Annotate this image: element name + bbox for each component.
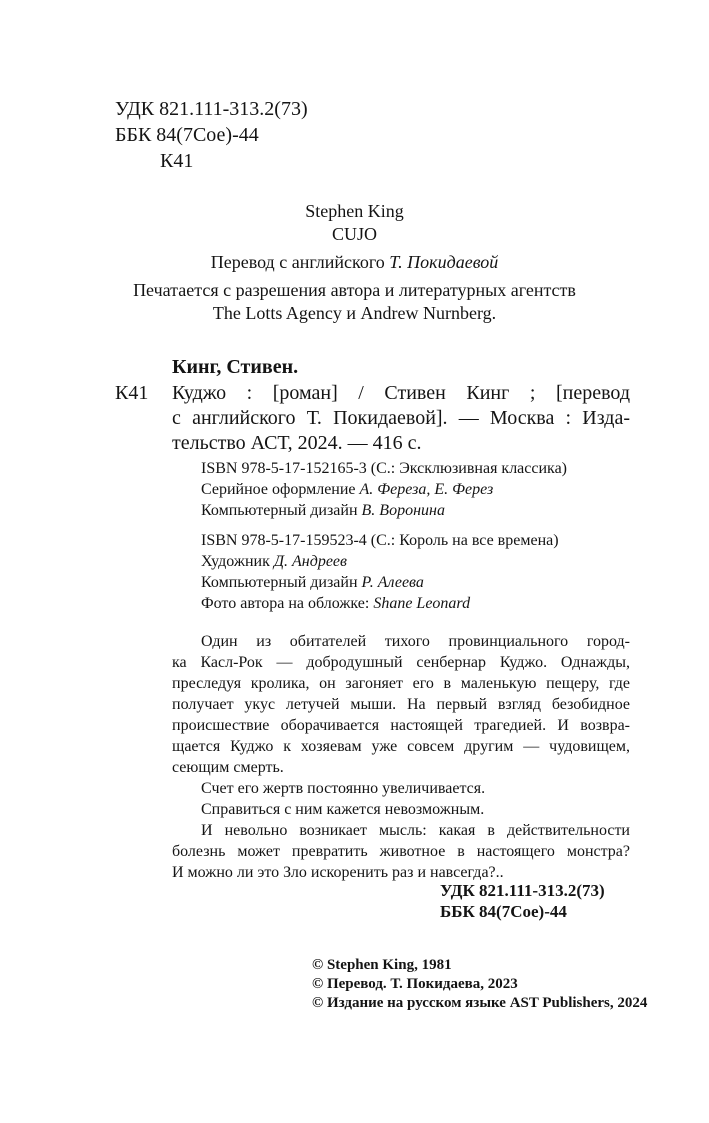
annotation-para4-line-3: И можно ли это Зло искоренить раз и навсегда?.. [172, 864, 504, 881]
original-author: Stephen King [305, 201, 404, 221]
udk-code: УДК 821.111-313.2(73) [115, 98, 308, 120]
artist-name: Д. Андреев [273, 553, 347, 570]
catalog-entry-line-3: тельство АСТ, 2024. — 416 с. [172, 432, 422, 454]
computer-design-credit-2 [201, 573, 424, 593]
series-design-label: Серийное оформление [201, 481, 356, 498]
photo-credit [201, 594, 470, 614]
translation-line [0, 250, 709, 274]
annotation-para1-line-5: происшествие оборачивается настоящей трагедией. И возвра- [172, 717, 630, 734]
bbk-code: ББК 84(7Сое)-44 [115, 124, 259, 146]
isbn-2: ISBN 978-5-17-159523-4 (С.: Король на все времена) [201, 532, 559, 549]
translator-name: Т. Покидаевой [389, 252, 499, 272]
footer-bbk: ББК 84(7Сое)-44 [440, 902, 567, 921]
copyright-line-3: © Издание на русском языке AST Publishers, 2024 [312, 995, 648, 1011]
series-design-credit [201, 480, 493, 500]
artist-label: Художник [201, 553, 270, 570]
annotation-para2: Счет его жертв постоянно увеличивается. [201, 780, 486, 797]
series-design-names: А. Фереза, Е. Ферез [359, 481, 494, 498]
photo-name: Shane Leonard [373, 595, 471, 612]
annotation-para3: Справиться с ним кажется невозможным. [201, 801, 485, 818]
annotation-para1-line-2: ка Касл-Рок — добродушный сенбернар Куджо. Однажды, [172, 654, 630, 671]
annotation-para1-line-4: получает укус летучей мыши. На первый взгляд безобидное [172, 696, 630, 713]
catalog-entry-line-1: Куджо : [роман] / Стивен Кинг ; [перевод [172, 382, 630, 404]
photo-label: Фото автора на обложке: [201, 595, 370, 612]
footer-udk: УДК 821.111-313.2(73) [440, 881, 605, 900]
catalog-mark: К41 [115, 382, 149, 404]
computer-design-credit-1 [201, 501, 445, 521]
annotation-para4-line-1: И невольно возникает мысль: какая в действительности [201, 822, 630, 839]
annotation-para1-line-7: сеющим смерть. [172, 759, 284, 776]
annotation-para1-line-6: щается Куджо к хозяевам уже совсем другим — чудовищем, [172, 738, 630, 755]
author-mark: К41 [160, 150, 194, 172]
computer-design-label-1: Компьютерный дизайн [201, 502, 358, 519]
computer-design-label-2: Компьютерный дизайн [201, 574, 358, 591]
translation-prefix: Перевод с английского [210, 252, 385, 272]
annotation-para1-line-3: преследуя кролика, он загоняет его в маленькую пещеру, где [172, 675, 630, 692]
artist-credit [201, 552, 347, 572]
computer-design-name-1: В. Воронина [361, 502, 445, 519]
catalog-entry-line-2: с английского Т. Покидаевой]. — Москва : Изда- [172, 407, 630, 429]
computer-design-name-2: Р. Алеева [361, 574, 424, 591]
catalog-heading: Кинг, Стивен. [172, 356, 299, 378]
permission-line-1: Печатается с разрешения автора и литературных агентств [133, 280, 576, 300]
original-title: CUJO [331, 224, 377, 244]
copyright-line-1: © Stephen King, 1981 [312, 957, 452, 973]
isbn-1: ISBN 978-5-17-152165-3 (С.: Эксклюзивная классика) [201, 460, 568, 477]
permission-line-2: The Lotts Agency и Andrew Nurnberg. [212, 303, 497, 323]
copyright-line-2: © Перевод. Т. Покидаева, 2023 [312, 976, 518, 992]
annotation-para4-line-2: болезнь может превратить животное в настоящего монстра? [172, 843, 630, 860]
annotation-para1-line-1: Один из обитателей тихого провинциального город- [201, 633, 630, 650]
